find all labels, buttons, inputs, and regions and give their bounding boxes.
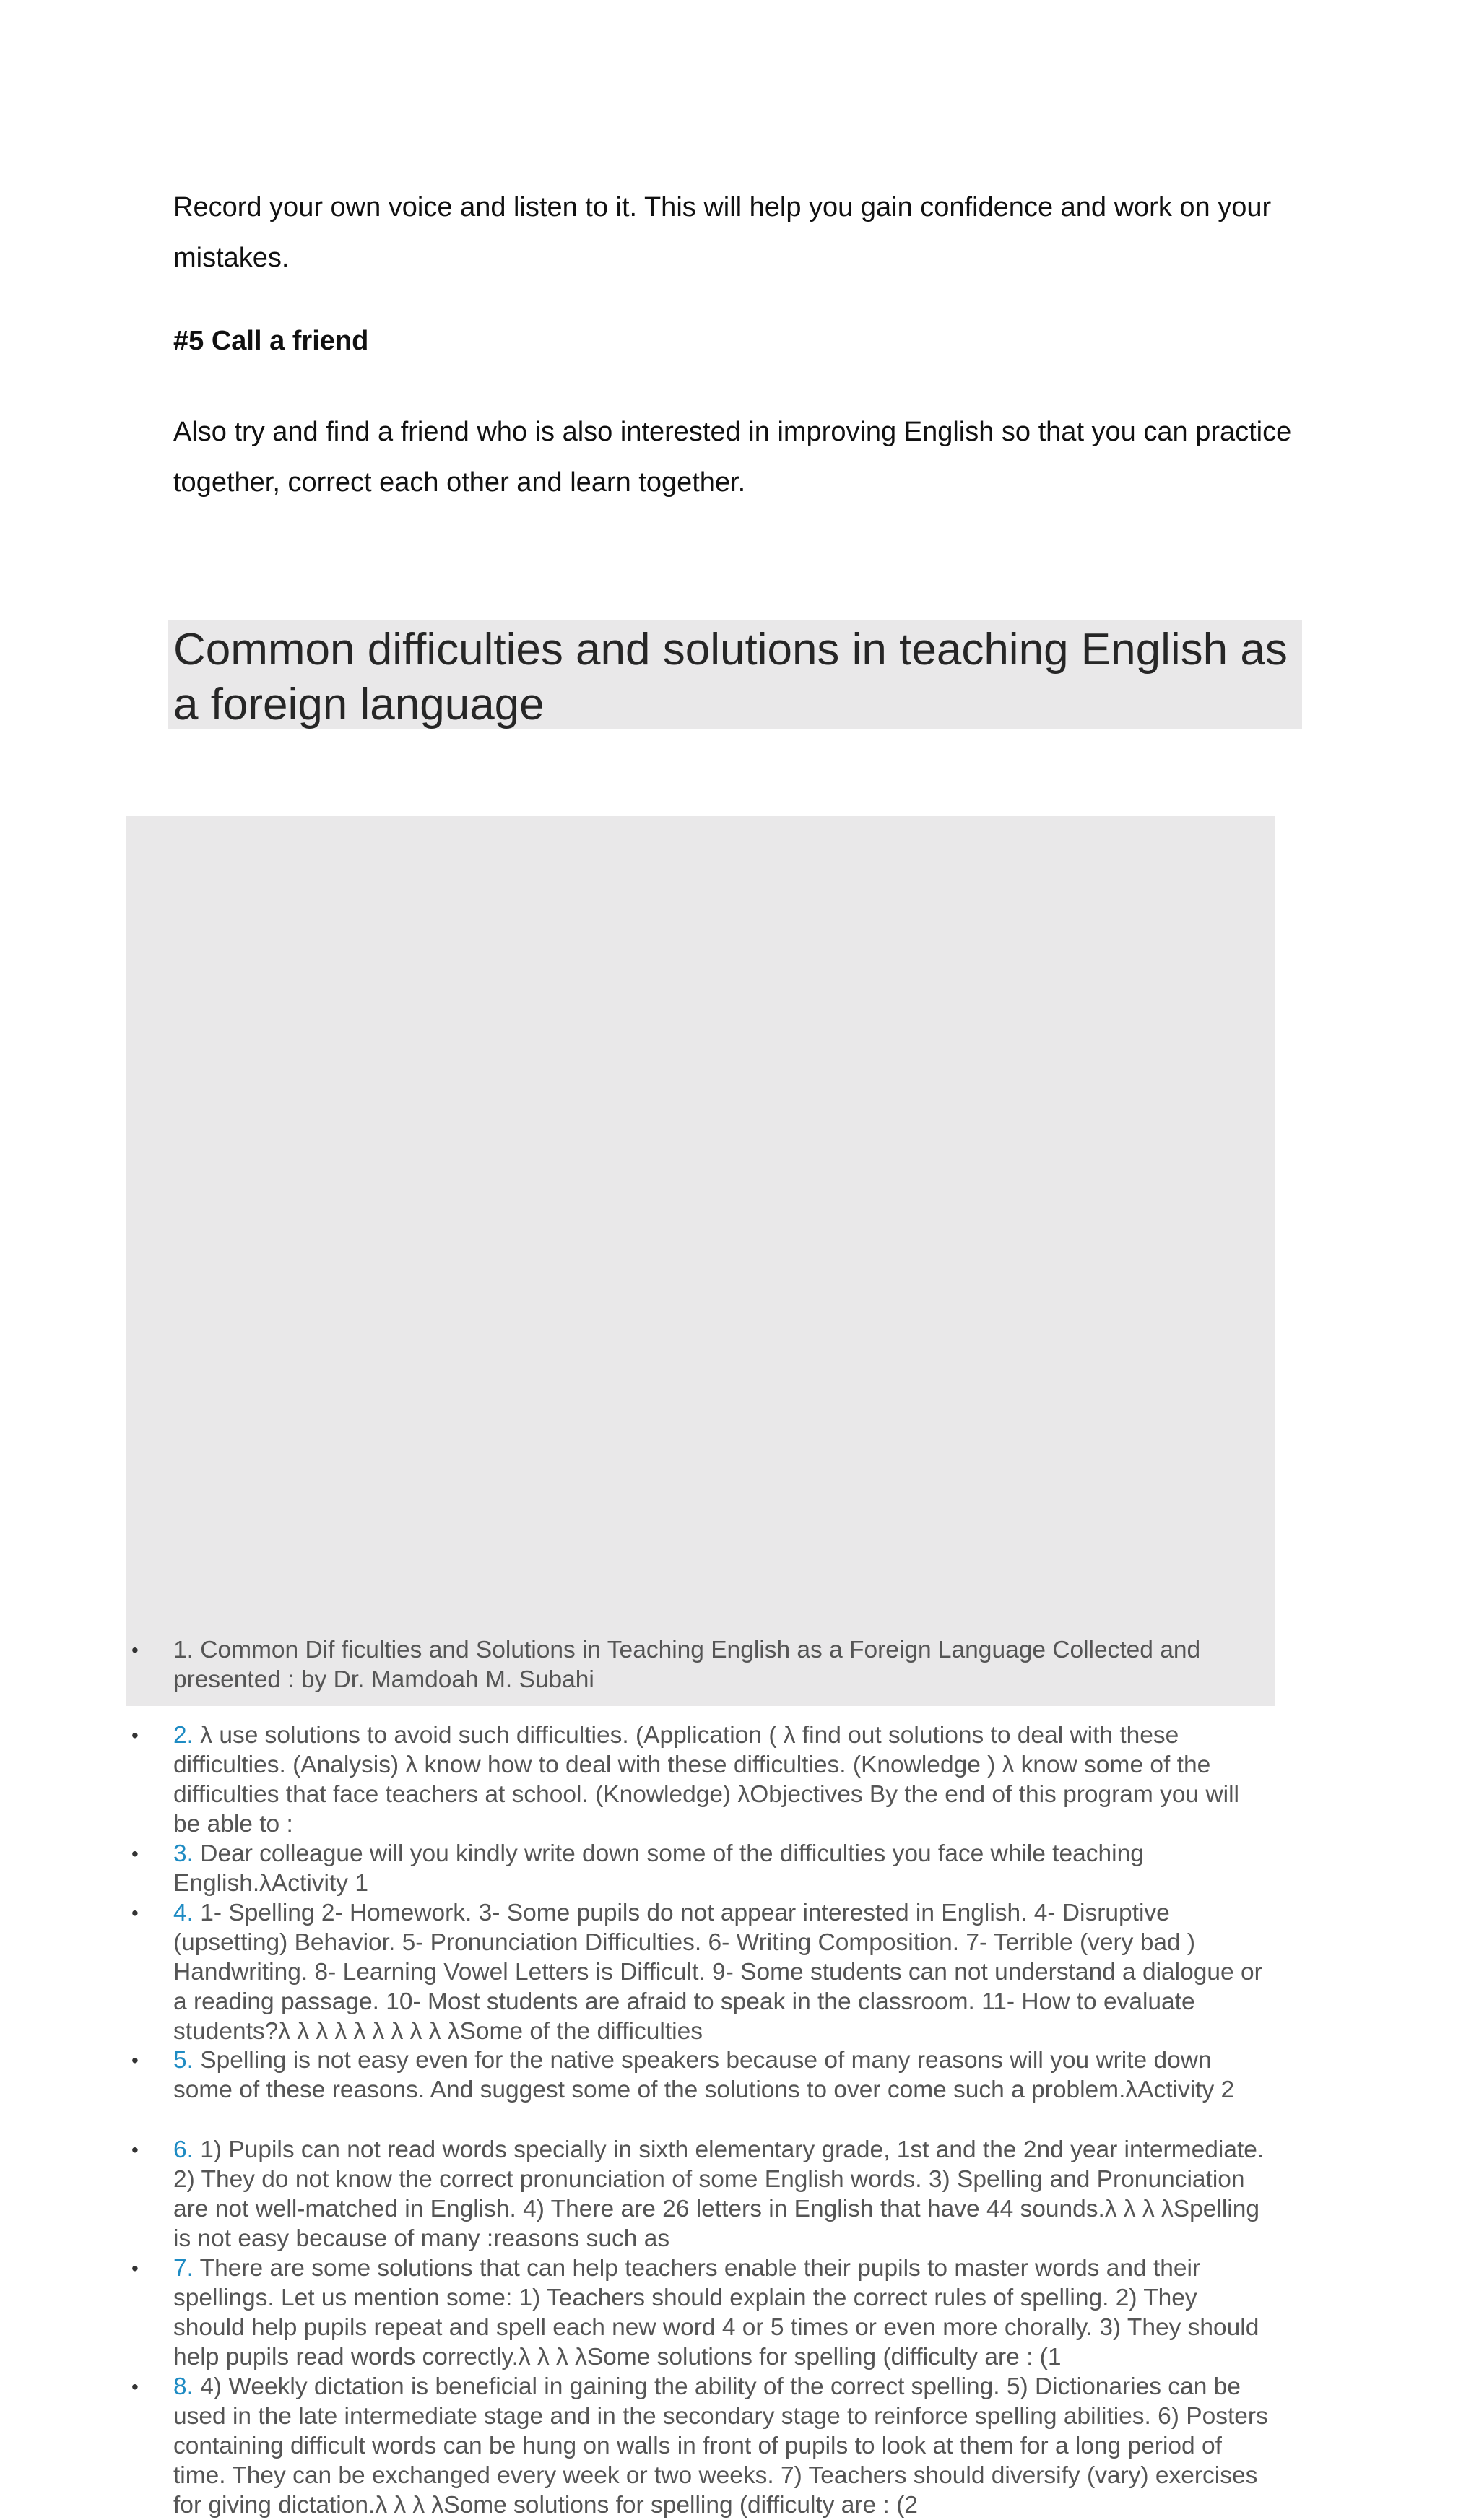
section-title: Common difficulties and solutions in teaching English as a foreign language	[173, 625, 1288, 729]
paragraph-record-voice: Record your own voice and listen to it. This will help you gain confidence and work on your mistakes.	[173, 192, 1272, 273]
paragraph-call-friend: Also try and find a friend who is also interested in improving English so that you can practice together, correct each other and learn together.	[173, 417, 1292, 498]
bullet-icon: •	[131, 2257, 139, 2279]
bullet-icon: •	[131, 2376, 139, 2398]
bullet-icon: •	[131, 2139, 139, 2161]
list-background	[126, 816, 1275, 1706]
list-item-text: 4) Weekly dictation is beneficial in gaining the ability of the correct spelling. 5) Dictionaries can be used in the late intermediate stage and in the secondary stage to reinforce spelling abilities. 6) Posters containing difficult words can be hung on walls in front of pupils to look at them for a long period of time. They can be exchanged every week or two weeks. 7) Teachers should diversify (vary) exercises for giving dictation.λ λ λ λSome solutions for spelling (difficulty are : (2	[173, 2373, 1268, 2519]
list-item	[131, 2135, 1271, 2253]
list-item-text: 1. Common Dif ficulties and Solutions in Teaching English as a Foreign Language Collected and presented : by Dr. Mamdoah M. Subahi	[173, 1637, 1201, 1693]
list-item-text: There are some solutions that can help teachers enable their pupils to master words and their spellings. Let us mention some: 1) Teachers should explain the correct rules of spelling. 2) They should help pupils repeat and spell each new word 4 or 5 times or even more chorally. 3) They should help pupils read words correctly.λ λ λ λSome solutions for spelling (difficulty are : (1	[173, 2255, 1259, 2370]
list-item	[131, 2253, 1271, 2372]
list-item-number: 3.	[173, 1840, 194, 1867]
heading-call-a-friend: #5 Call a friend	[173, 326, 369, 356]
list-item-number: 4.	[173, 1900, 194, 1926]
list-item-number: 8.	[173, 2373, 194, 2400]
list-item	[131, 2372, 1271, 2520]
list-item	[131, 1635, 1271, 1694]
list-item-text: λ use solutions to avoid such difficulties. (Application ( λ find out solutions to deal with these difficulties. (Analysis) λ know how to deal with these difficulties. (Knowledge ) λ know some of the difficulties that face teachers at school. (Knowledge) λObjectives By the end of this program you will be able to :	[173, 1722, 1239, 1837]
list-item	[131, 2045, 1271, 2105]
list-item-text: 1) Pupils can not read words specially in sixth elementary grade, 1st and the 2nd year intermediate. 2) They do not know the correct pronunciation of some English words. 3) Spelling and Pronunciation are not well-matched in English. 4) There are 26 letters in English that have 44 sounds.λ λ λ λSpelling is not easy because of many :reasons such as	[173, 2136, 1265, 2252]
list-item	[131, 1720, 1271, 1839]
bullet-icon: •	[131, 1843, 139, 1865]
list-item-text: 1- Spelling 2- Homework. 3- Some pupils do not appear interested in English. 4- Disruptive (upsetting) Behavior. 5- Pronunciation Difficulties. 6- Writing Composition. 7- Terrible (very bad ) Handwriting. 8- Learning Vowel Letters is Difficult. 9- Some students can not understand a dialogue or a reading passage. 10- Most students are afraid to speak in the classroom. 11- How to evaluate students?λ λ λ λ λ λ λ λ λ λSome of the difficulties	[173, 1900, 1262, 2045]
list-item-number: 2.	[173, 1722, 194, 1749]
bullet-icon: •	[131, 1639, 139, 1661]
list-item-text: Spelling is not easy even for the native speakers because of many reasons will you write down some of these reasons. And suggest some of the solutions to over come such a problem.λActivity 2	[173, 2047, 1235, 2103]
list-item	[131, 1898, 1271, 2046]
list-item-number: 7.	[173, 2255, 194, 2282]
bullet-icon: •	[131, 1724, 139, 1746]
list-item	[131, 1839, 1271, 1898]
list-item-text: Dear colleague will you kindly write down some of the difficulties you face while teaching English.λActivity 1	[173, 1840, 1144, 1897]
list-item-number: 6.	[173, 2136, 194, 2163]
list-item-number: 5.	[173, 2047, 194, 2074]
bullet-icon: •	[131, 2049, 139, 2071]
bullet-icon: •	[131, 1902, 139, 1924]
